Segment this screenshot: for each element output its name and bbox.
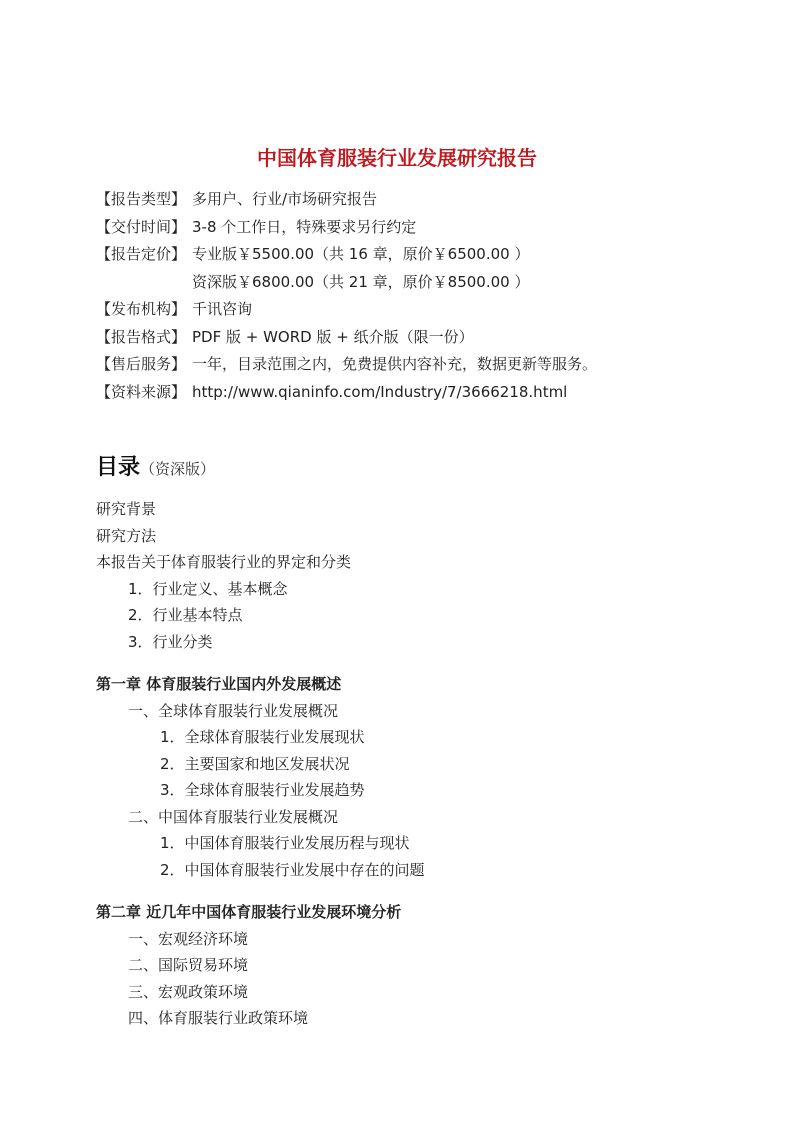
toc-item: 3．行业分类 [128,632,213,651]
info-value: 资深版￥6800.00（共 21 章，原价￥8500.00 ） [192,272,530,291]
report-title: 中国体育服装行业发展研究报告 [257,146,537,170]
toc-chapter: 第一章 体育服装行业国内外发展概述 [96,675,342,693]
info-row-org [96,296,756,324]
toc-item: 研究方法 [96,526,157,545]
toc-section: 二、国际贸易环境 [128,956,249,974]
toc-item: 3．全球体育服装行业发展趋势 [160,781,365,799]
info-row-type [96,186,756,214]
table-of-contents [96,496,736,1032]
info-row-time [96,214,756,242]
toc-item: 2．行业基本特点 [128,606,243,624]
toc-item: 1．中国体育服装行业发展历程与现状 [160,834,410,852]
report-info [96,186,756,406]
toc-chapter: 第二章 近几年中国体育服装行业发展环境分析 [96,903,402,921]
info-label: 【售后服务】 [96,355,187,373]
toc-item: 本报告关于体育服装行业的界定和分类 [96,553,352,571]
info-label: 【发布机构】 [96,300,187,318]
info-row-format [96,324,756,352]
info-value: 多用户、行业/市场研究报告 [192,190,378,208]
toc-section: 二、中国体育服装行业发展概况 [128,807,339,826]
toc-item: 1．行业定义、基本概念 [128,579,288,598]
info-row-source [96,379,756,407]
info-row-price [96,241,756,269]
toc-item: 2．中国体育服装行业发展中存在的问题 [160,860,425,879]
info-row-service [96,351,756,379]
toc-title: 目录 [96,455,141,480]
info-value: 3-8 个工作日，特殊要求另行约定 [192,217,417,236]
toc-section: 三、宏观政策环境 [128,982,249,1001]
toc-heading [96,450,215,481]
info-row-price-2 [96,269,756,297]
source-link[interactable]: http://www.qianinfo.com/Industry/7/3666218.html [192,382,568,401]
toc-item: 2．主要国家和地区发展状况 [160,754,350,773]
info-value: 一年，目录范围之内，免费提供内容补充，数据更新等服务。 [192,355,598,373]
info-value: 千讯咨询 [192,300,253,318]
info-label: 【交付时间】 [96,217,187,236]
info-label: 【报告格式】 [96,327,187,346]
toc-item: 1．全球体育服装行业发展现状 [160,728,365,746]
toc-edition: （资深版） [140,460,216,478]
toc-section: 一、宏观经济环境 [128,929,249,948]
info-value: PDF 版 + WORD 版 + 纸介版（限一份） [192,327,474,346]
toc-item: 研究背景 [96,500,157,518]
info-label: 【报告类型】 [96,190,187,208]
info-label: 【资料来源】 [96,382,187,401]
info-value: 专业版￥5500.00（共 16 章，原价￥6500.00 ） [192,245,530,263]
info-label: 【报告定价】 [96,245,187,263]
toc-section: 一、全球体育服装行业发展概况 [128,701,339,720]
toc-section: 四、体育服装行业政策环境 [128,1009,309,1027]
